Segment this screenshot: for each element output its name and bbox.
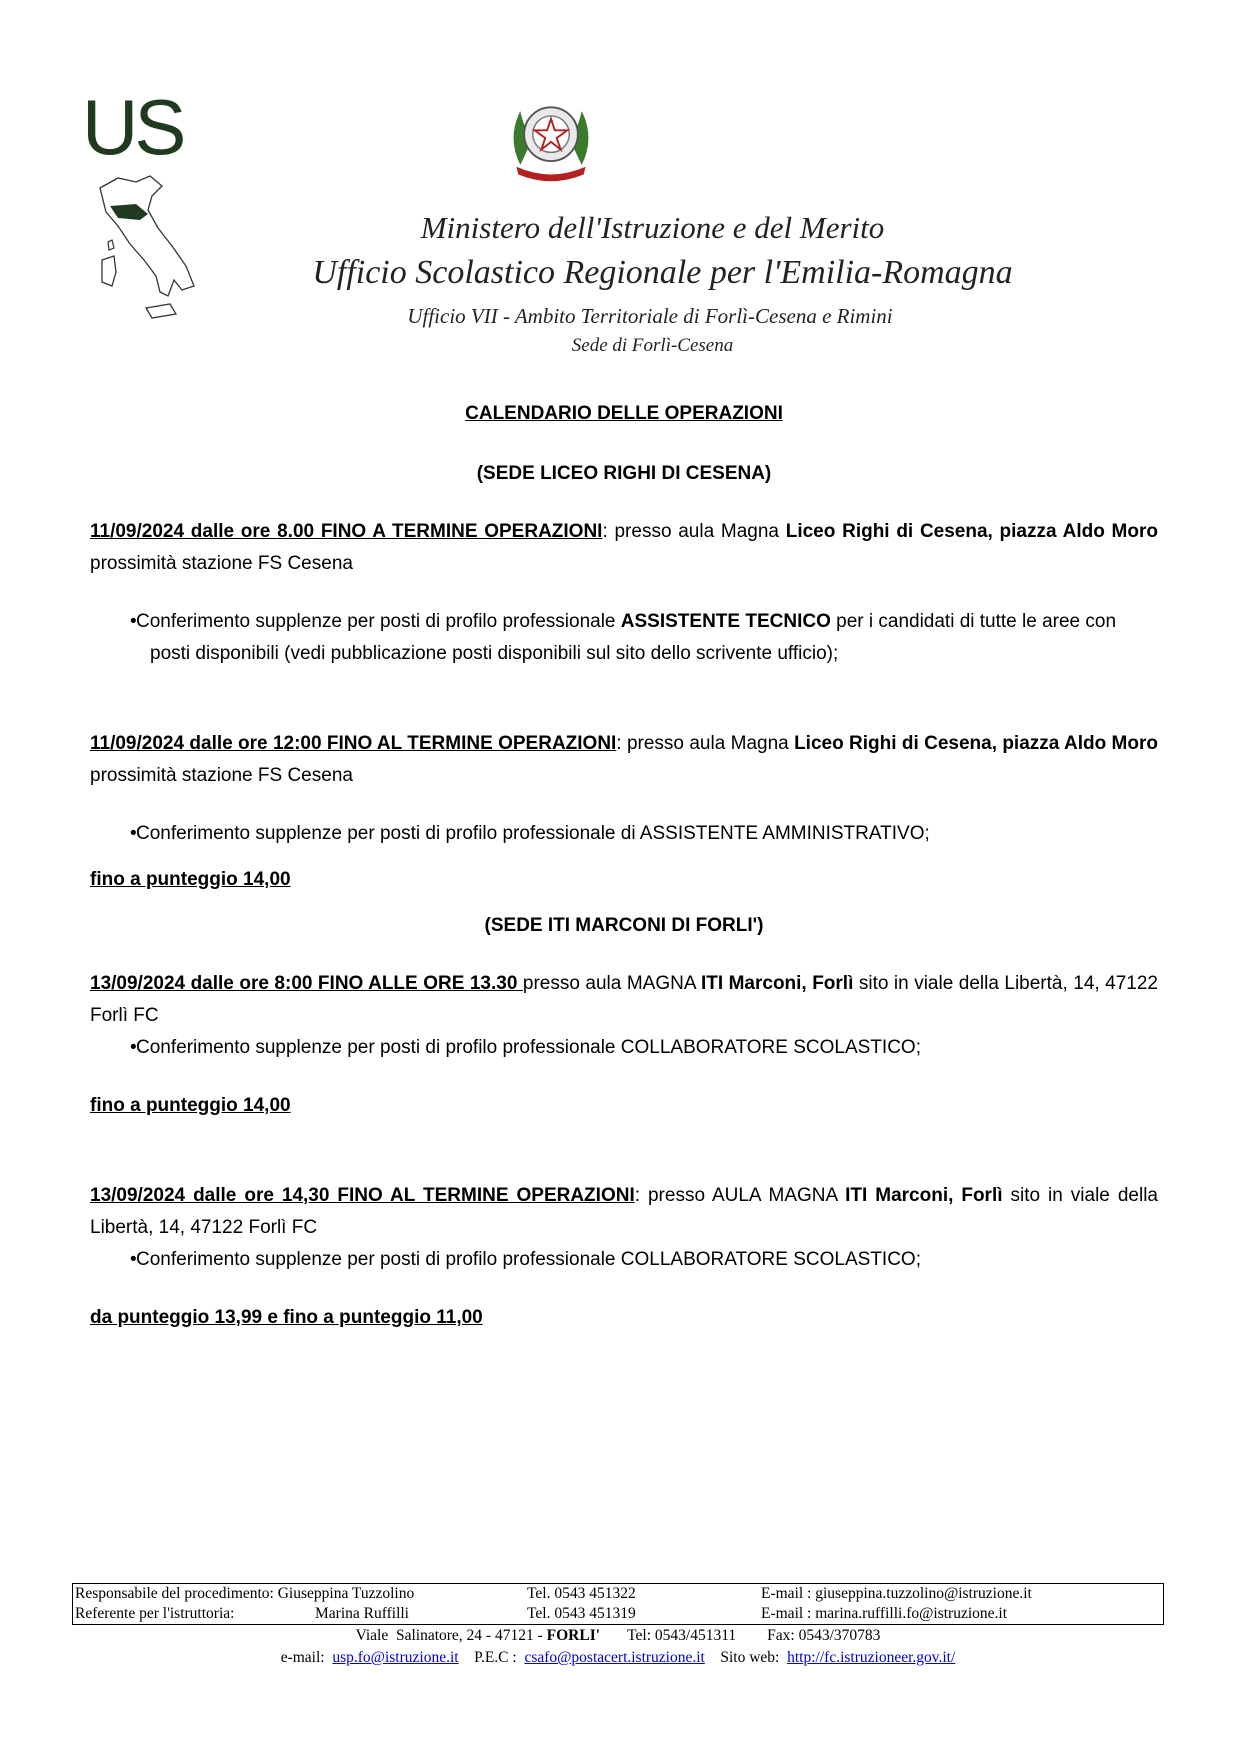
block-4-paragraph	[90, 1180, 1158, 1244]
block-2-rest: prossimità stazione FS Cesena	[90, 765, 353, 786]
document-body	[90, 398, 1158, 1334]
document-title: CALENDARIO DELLE OPERAZIONI	[465, 403, 783, 424]
office-tel: Tel: 0543/451311	[627, 1627, 737, 1644]
office-address: Viale Salinatore, 24 - 47121 - FORLI' Tel: 0543/451311 Fax: 0543/370783	[355, 1627, 881, 1644]
referent-name: Marina Ruffilli	[315, 1605, 409, 1622]
referent-label: Referente per l'istruttoria:	[75, 1605, 235, 1622]
ministry-name: Ministero dell'Istruzione e del Merito	[420, 210, 885, 245]
section-title-cesena: (SEDE LICEO RIGHI DI CESENA)	[476, 463, 772, 484]
block-3-place: ITI Marconi, Forlì	[700, 973, 854, 994]
table-row	[73, 1584, 1164, 1605]
block-3-score: fino a punteggio 14,00	[90, 1095, 291, 1116]
block-4-sep: : presso AULA MAGNA	[634, 1185, 846, 1206]
office-seat: Sede di Forlì-Cesena	[571, 335, 734, 356]
list-item: • Conferimento supplenze per posti di profilo professionale di ASSISTENTE AMMINISTRATIVO;	[90, 818, 1158, 850]
list-item: • Conferimento supplenze per posti di profilo professionale COLLABORATORE SCOLASTICO;	[90, 1244, 1158, 1276]
office-fax: Fax: 0543/370783	[767, 1627, 881, 1644]
block-3-date: 13/09/2024 dalle ore 8:00 FINO ALLE ORE 13.30	[90, 973, 523, 994]
block-1-date: 11/09/2024 dalle ore 8.00 FINO A TERMINE OPERAZIONI	[90, 521, 603, 542]
block-1-place: Liceo Righi di Cesena, piazza Aldo Moro	[785, 521, 1158, 542]
list-item: • Conferimento supplenze per posti di profilo professionale ASSISTENTE TECNICO per i candidati di tutte le aree con posti disponibili (vedi pubblicazione posti disponibili sul sito dello scrivente ufficio);	[90, 606, 1158, 670]
block-1-list	[90, 606, 1158, 670]
block-2-score: fino a punteggio 14,00	[90, 869, 291, 890]
block-4-place: ITI Marconi, Forlì	[845, 1185, 1003, 1206]
referent-cell	[73, 1604, 526, 1625]
block-2-place: Liceo Righi di Cesena, piazza Aldo Moro	[794, 733, 1158, 754]
block-2-sep: : presso aula Magna	[616, 733, 795, 754]
block-3-sep: presso aula MAGNA	[522, 973, 701, 994]
block-2-list	[90, 818, 1158, 850]
territorial-office-name: Ufficio VII - Ambito Territoriale di Forlì-Cesena e Rimini	[407, 304, 893, 328]
block-1-rest: prossimità stazione FS Cesena	[90, 553, 353, 574]
section-title-forli: (SEDE ITI MARCONI DI FORLI')	[484, 915, 764, 936]
block-1-paragraph	[90, 516, 1158, 580]
block-4-rest: sito in viale della Libertà, 14, 47122 Forlì FC	[90, 1185, 1158, 1238]
office-contacts: e-mail: usp.fo@istruzione.it P.E.C : csafo@postacert.istruzione.it Sito web: http://fc.istruzioneer.gov.it/	[280, 1649, 956, 1666]
table-row	[73, 1604, 1164, 1625]
block-2-date: 11/09/2024 dalle ore 12:00 FINO AL TERMINE OPERAZIONI	[90, 733, 617, 754]
responsible-tel: Tel. 0543 451322	[527, 1585, 636, 1602]
block-3-list	[90, 1032, 1158, 1064]
block-3-paragraph	[90, 968, 1158, 1032]
referent-email: E-mail : marina.ruffilli.fo@istruzione.it	[761, 1605, 1007, 1622]
block-4-date: 13/09/2024 dalle ore 14,30 FINO AL TERMINE OPERAZIONI	[90, 1185, 635, 1206]
responsible-label: Responsabile del procedimento: Giuseppina Tuzzolino	[75, 1585, 415, 1602]
block-4-list	[90, 1244, 1158, 1276]
block-1-sep: : presso aula Magna	[602, 521, 786, 542]
contacts-table	[72, 1583, 1164, 1625]
email-link[interactable]: usp.fo@istruzione.it	[332, 1649, 459, 1666]
block-3-rest: sito in viale della Libertà, 14, 47122 Forlì FC	[90, 973, 1158, 1026]
regional-office-name: Ufficio Scolastico Regionale per l'Emilia-Romagna	[312, 254, 1013, 291]
website-link[interactable]: http://fc.istruzioneer.gov.it/	[787, 1649, 956, 1666]
responsible-email: E-mail : giuseppina.tuzzolino@istruzione.it	[761, 1585, 1032, 1602]
block-2-paragraph	[90, 728, 1158, 792]
republic-emblem-icon	[503, 90, 599, 186]
pec-link[interactable]: csafo@postacert.istruzione.it	[524, 1649, 705, 1666]
referent-tel: Tel. 0543 451319	[527, 1605, 636, 1622]
list-item: • Conferimento supplenze per posti di profilo professionale COLLABORATORE SCOLASTICO;	[90, 1032, 1158, 1064]
page-footer	[72, 1583, 1164, 1669]
block-4-score: da punteggio 13,99 e fino a punteggio 11,00	[90, 1307, 483, 1328]
usr-logo-text: US	[82, 83, 183, 171]
